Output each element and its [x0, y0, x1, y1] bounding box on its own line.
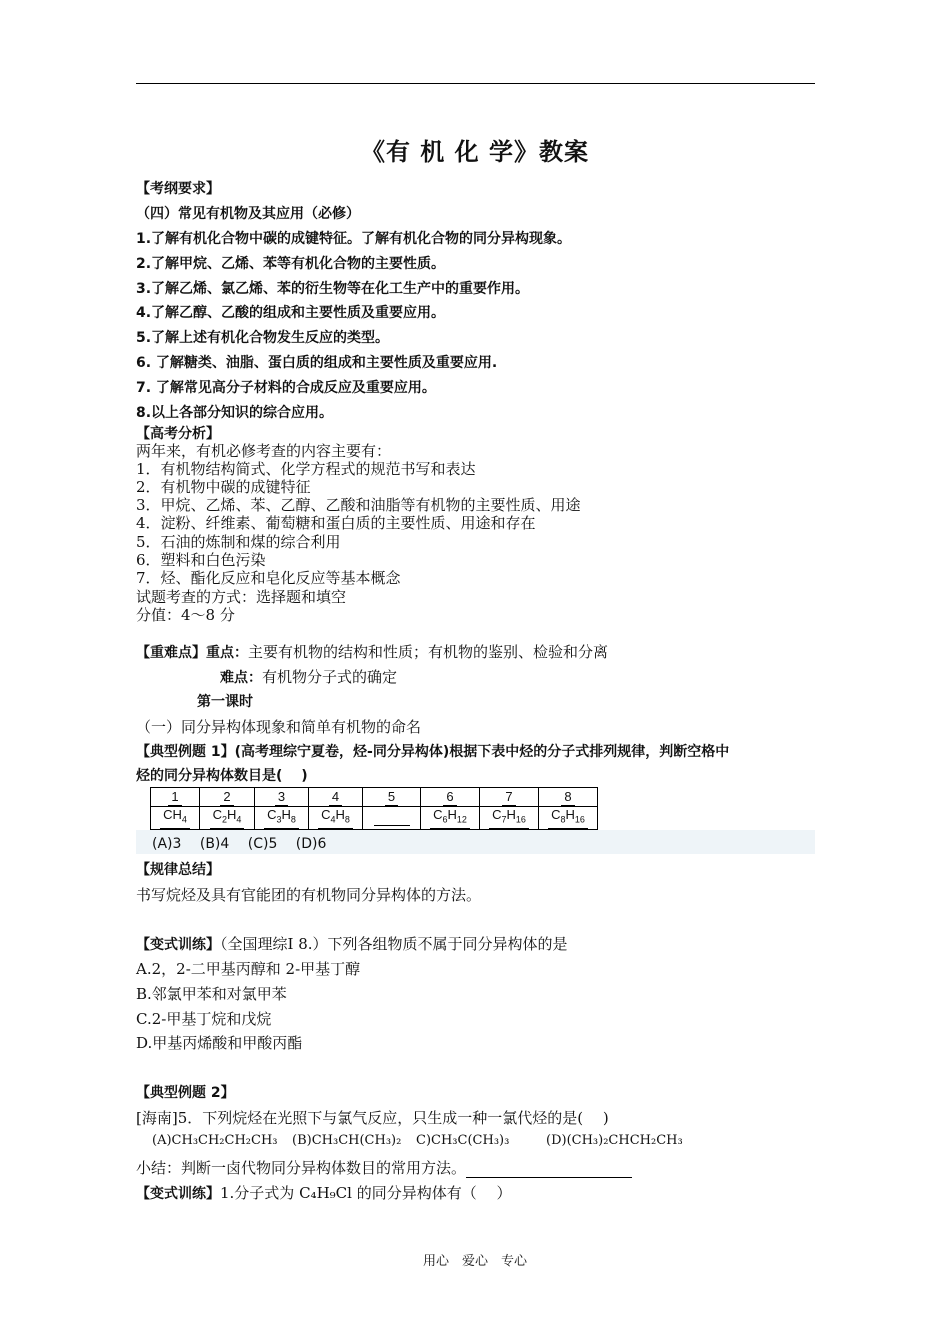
lesson-title: 第一课时 [197, 694, 253, 710]
table-row [151, 788, 598, 807]
variant-option: D.甲基丙烯酸和甲酸丙酯 [136, 1034, 303, 1052]
difficulty-text: 有机物分子式的确定 [262, 668, 398, 686]
page-footer: 用心 爱心 专心 [422, 1254, 527, 1269]
example2-option-b: (B)CH₃CH(CH₃)₂ [292, 1133, 402, 1148]
table-row [151, 807, 598, 830]
key-points-line [136, 641, 608, 662]
section-subheading: （四）常见有机物及其应用（必修） [136, 206, 360, 222]
variant-heading: 【变式训练】 [136, 937, 220, 953]
section-heading: 【高考分析】 [136, 426, 220, 442]
variant-option: C.2-甲基丁烷和戊烷 [136, 1010, 272, 1028]
requirement-item: 7. 了解常见高分子材料的合成反应及重要应用。 [136, 380, 436, 396]
requirement-item: 1.了解有机化合物中碳的成键特征。了解有机化合物的同分异构现象。 [136, 231, 572, 247]
rule-text: 书写烷烃及具有官能团的有机物同分异构体的方法。 [136, 886, 482, 904]
summary-line [136, 1157, 632, 1178]
analysis-line: 4．淀粉、纤维素、葡萄糖和蛋白质的主要性质、用途和存在 [136, 514, 536, 532]
table-cell: 2 [200, 788, 255, 807]
part-heading: （一）同分异构体现象和简单有机物的命名 [136, 718, 422, 736]
section-heading: 【考纲要求】 [136, 181, 220, 197]
key-heading: 【重难点】 [136, 645, 206, 661]
example2-option-a: (A)CH₃CH₂CH₂CH₃ [152, 1133, 278, 1148]
variant-question [136, 933, 568, 954]
table-cell: 5 [363, 788, 421, 807]
table-cell: $C_8H_{16}$ [539, 807, 598, 830]
analysis-line: 分值：4～8 分 [136, 606, 235, 624]
section-heading: 【规律总结】 [136, 862, 220, 878]
variant2-question [136, 1182, 511, 1203]
analysis-line: 7．烃、酯化反应和皂化反应等基本概念 [136, 569, 401, 587]
table-cell: $C_7H_{16}$ [480, 807, 539, 830]
requirement-item: 6. 了解糖类、油脂、蛋白质的组成和主要性质及重要应用. [136, 355, 498, 371]
analysis-line: 5．石油的炼制和煤的综合利用 [136, 533, 341, 551]
analysis-line: 两年来，有机必修考查的内容主要有： [136, 442, 392, 460]
table-cell: 7 [480, 788, 539, 807]
variant-option: A.2，2-二甲基丙醇和 2-甲基丁醇 [136, 960, 361, 978]
page-title: 《有 机 化 学》教案 [360, 138, 590, 166]
variant-text: （全国理综Ⅰ 8.）下列各组物质不属于同分异构体的是 [220, 935, 568, 953]
table-cell-blank [363, 807, 421, 830]
table-cell: 3 [255, 788, 309, 807]
table-cell: $C_3H_8$ [255, 807, 309, 830]
table-cell: 4 [309, 788, 363, 807]
header-rule [136, 83, 815, 84]
example-question: 【典型例题 1】(高考理综宁夏卷，烃-同分异构体)根据下表中烃的分子式排列规律，判断空格中 [136, 744, 730, 760]
key-text: 主要有机物的结构和性质；有机物的鉴别、检验和分离 [248, 643, 609, 661]
summary-text: 小结：判断一卤代物同分异构体数目的常用方法。 [136, 1159, 467, 1177]
table-cell: 1 [151, 788, 200, 807]
difficulty-line [220, 666, 397, 687]
analysis-line: 2．有机物中碳的成键特征 [136, 478, 311, 496]
table-cell: $C_2H_4$ [200, 807, 255, 830]
example2-option-c: C)CH₃C(CH₃)₃ [416, 1133, 510, 1148]
analysis-line: 试题考查的方式：选择题和填空 [136, 588, 347, 606]
table-cell: $CH_4$ [151, 807, 200, 830]
requirement-item: 5.了解上述有机化合物发生反应的类型。 [136, 330, 390, 346]
table-cell: 6 [421, 788, 480, 807]
difficulty-label: 难点： [220, 670, 262, 686]
answer-blank [466, 1162, 632, 1178]
example2-option-d: (D)(CH₃)₂CHCH₂CH₃ [546, 1133, 683, 1148]
analysis-line: 1．有机物结构简式、化学方程式的规范书写和表达 [136, 460, 476, 478]
variant-option: B.邻氯甲苯和对氯甲苯 [136, 985, 287, 1003]
requirement-item: 4.了解乙醇、乙酸的组成和主要性质及重要应用。 [136, 305, 446, 321]
example-question-cont: 烃的同分异构体数目是( ) [136, 768, 308, 784]
example2-question: [海南]5．下列烷烃在光照下与氯气反应，只生成一种一氯代烃的是( ) [136, 1109, 609, 1127]
table-cell: $C_4H_8$ [309, 807, 363, 830]
requirement-item: 2.了解甲烷、乙烯、苯等有机化合物的主要性质。 [136, 256, 446, 272]
requirement-item: 3.了解乙烯、氯乙烯、苯的衍生物等在化工生产中的重要作用。 [136, 281, 530, 297]
variant-heading: 【变式训练】 [136, 1186, 220, 1202]
analysis-line: 3．甲烷、乙烯、苯、乙醇、乙酸和油脂等有机物的主要性质、用途 [136, 496, 581, 514]
key-label: 重点： [206, 645, 248, 661]
variant-text: 1.分子式为 C₄H₉Cl 的同分异构体有（ ） [220, 1184, 512, 1202]
analysis-line: 6．塑料和白色污染 [136, 551, 266, 569]
section-heading: 【典型例题 2】 [136, 1085, 235, 1101]
requirement-item: 8.以上各部分知识的综合应用。 [136, 405, 334, 421]
formula-table [150, 787, 598, 830]
table-cell: $C_6H_{12}$ [421, 807, 480, 830]
table-cell: 8 [539, 788, 598, 807]
example-options: (A)3 (B)4 (C)5 (D)6 [152, 836, 327, 852]
